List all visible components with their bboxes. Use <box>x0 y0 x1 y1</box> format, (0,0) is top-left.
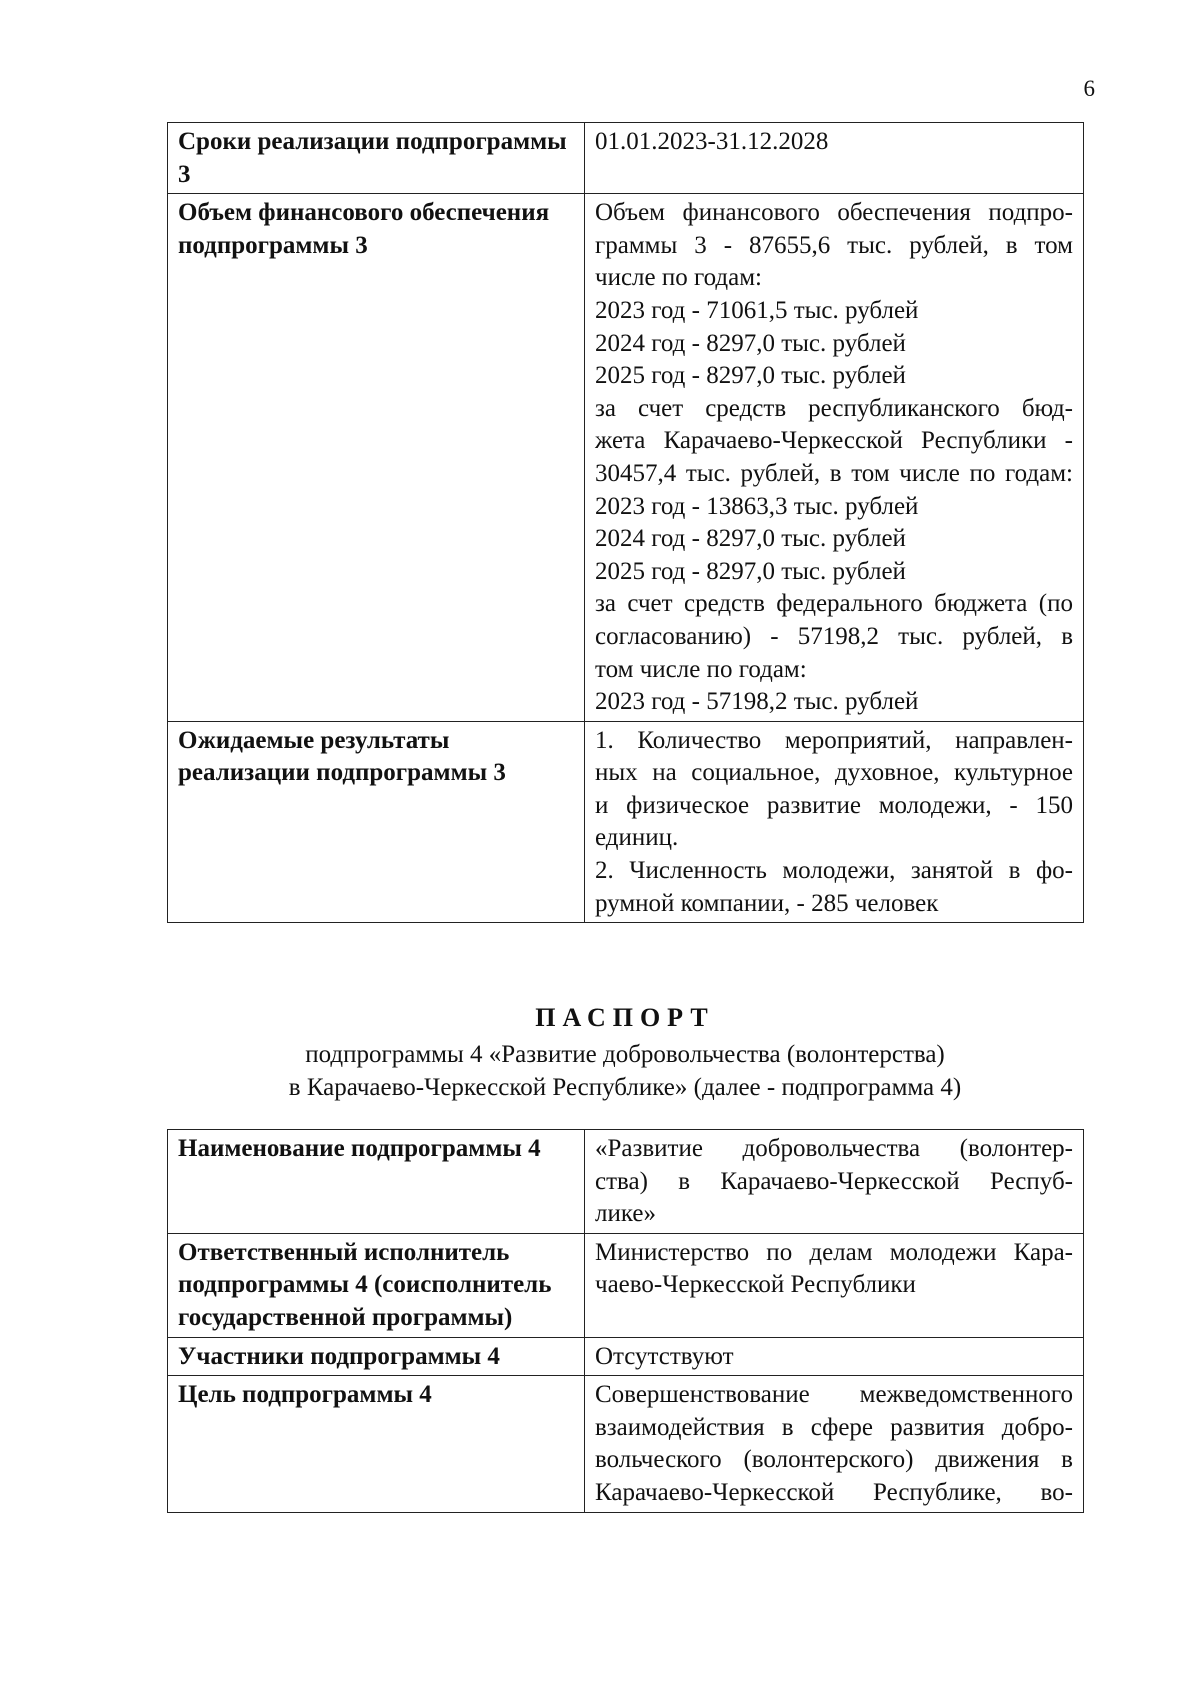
subprogram-3-table <box>167 122 1084 923</box>
value-line: взаимодействия в сфере развития добро- <box>595 1413 1073 1441</box>
row-label-implementation-period: Сроки реализации подпрограммы 3 <box>168 123 585 194</box>
value-line: лике» <box>595 1200 656 1228</box>
table-row <box>168 1130 1084 1234</box>
value-line: единиц. <box>595 824 679 852</box>
row-value-financing <box>585 194 1084 722</box>
row-value-name <box>585 1130 1084 1234</box>
value-line: Отсутствуют <box>595 1342 734 1370</box>
row-value-responsible-executor <box>585 1233 1084 1337</box>
row-label-goal: Цель подпрограммы 4 <box>168 1376 585 1512</box>
value-line: 2023 год - 71061,5 тыс. рублей <box>595 296 919 324</box>
value-line: 30457,4 тыс. рублей, в том числе по годам: <box>595 459 1073 487</box>
row-value-implementation-period <box>585 123 1084 194</box>
table-row <box>168 1337 1084 1376</box>
value-line: 2023 год - 13863,3 тыс. рублей <box>595 492 919 520</box>
value-line: ства) в Карачаево-Черкесской Респуб- <box>595 1167 1073 1195</box>
value-line: 01.01.2023-31.12.2028 <box>595 128 829 155</box>
value-line: «Развитие добровольчества (волонтер- <box>595 1135 1073 1162</box>
table-row <box>168 1376 1084 1512</box>
table-row <box>168 123 1084 194</box>
row-label-financing: Объем финансового обеспечения подпрограммы 3 <box>168 194 585 722</box>
value-line: за счет средств федерального бюджета (по <box>595 590 1073 618</box>
row-value-expected-results <box>585 721 1084 923</box>
value-line: 2025 год - 8297,0 тыс. рублей <box>595 557 906 585</box>
value-line: том числе по годам: <box>595 655 807 683</box>
value-line: Совершенствование межведомственного <box>595 1381 1073 1409</box>
row-label-responsible-executor: Ответственный исполнитель подпрограммы 4 (соисполнитель государственной программы) <box>168 1233 585 1337</box>
value-line: Объем финансового обеспечения подпро- <box>595 199 1073 227</box>
value-line: Министерство по делам молодежи Кара- <box>595 1238 1073 1266</box>
value-line: и физическое развитие молодежи, - 150 <box>595 791 1073 819</box>
value-line: 2. Численность молодежи, занятой в фо- <box>595 857 1073 885</box>
table-row <box>168 1233 1084 1337</box>
value-line: Карачаево-Черкесской Республике, во- <box>595 1478 1073 1506</box>
value-line: 2023 год - 57198,2 тыс. рублей <box>595 688 919 716</box>
value-line: ных на социальное, духовное, культурное <box>595 759 1073 787</box>
table-row <box>168 194 1084 722</box>
row-label-name: Наименование подпрограммы 4 <box>168 1130 585 1234</box>
passport-subtitle-line: в Карачаево-Черкесской Республике» (далее - подпрограмма 4) <box>288 1073 962 1101</box>
value-line: 1. Количество мероприятий, направлен- <box>595 726 1073 754</box>
passport-subtitle-line: подпрограммы 4 «Развитие добровольчества (волонтерства) <box>305 1041 945 1068</box>
subprogram-4-table <box>167 1129 1084 1513</box>
value-line: согласованию) - 57198,2 тыс. рублей, в <box>595 622 1073 650</box>
row-label-participants: Участники подпрограммы 4 <box>168 1337 585 1376</box>
row-value-goal <box>585 1376 1084 1512</box>
value-line: жета Карачаево-Черкесской Республики - <box>595 427 1073 455</box>
table-row <box>168 721 1084 923</box>
value-line: 2025 год - 8297,0 тыс. рублей <box>595 362 906 390</box>
value-line: 2024 год - 8297,0 тыс. рублей <box>595 329 906 357</box>
page-number: 6 <box>1083 76 1095 101</box>
row-value-participants <box>585 1337 1084 1376</box>
value-line: граммы 3 - 87655,6 тыс. рублей, в том <box>595 231 1073 259</box>
value-line: 2024 год - 8297,0 тыс. рублей <box>595 525 906 553</box>
passport-title: ПАСПОРТ <box>535 1003 715 1032</box>
row-label-expected-results: Ожидаемые результаты реализации подпрограммы 3 <box>168 721 585 923</box>
value-line: вольческого (волонтерского) движения в <box>595 1446 1073 1474</box>
value-line: чаево-Черкесской Республики <box>595 1271 916 1299</box>
passport-subtitle <box>0 1039 1200 1104</box>
value-line: за счет средств республиканского бюд- <box>595 394 1073 422</box>
value-line: румной компании, - 285 человек <box>595 889 939 917</box>
value-line: числе по годам: <box>595 264 762 292</box>
